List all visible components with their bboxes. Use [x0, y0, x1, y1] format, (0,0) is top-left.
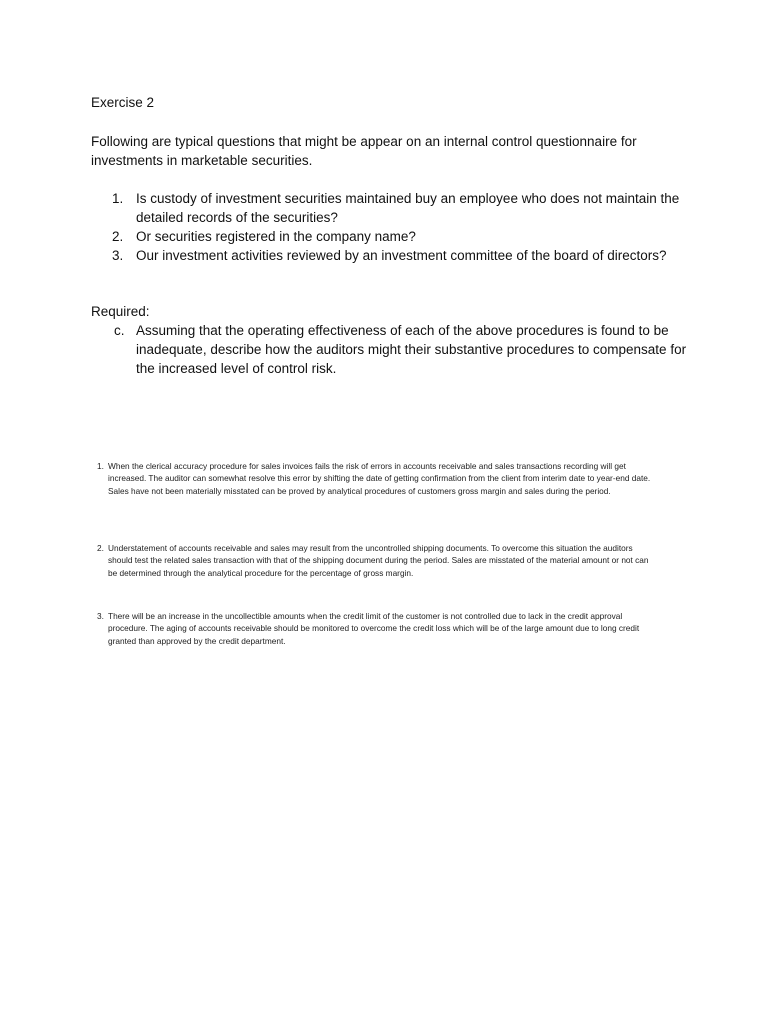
- question-text: Is custody of investment securities maintained buy an employee who does not maintain the detailed records of the securities?: [136, 191, 680, 225]
- required-item-text: Assuming that the operating effectiveness of each of the above procedures is found to be inadequate, describe how the auditors might their substantive procedures to compensate for the increased level of control risk.: [136, 323, 687, 376]
- required-item: [91, 321, 691, 378]
- exercise-title: Exercise 2: [91, 95, 155, 110]
- answer-text: Understatement of accounts receivable and sales may result from the uncontrolled shipping documents. To overcome this situation the auditors should test the related sales transaction with that of the shipping document during the period. Sales are misstated of the material amount or not can be determined through the analytical procedure for the percentage of gross margin.: [108, 543, 649, 578]
- question-text: Our investment activities reviewed by an investment committee of the board of directors?: [136, 248, 667, 263]
- exercise-intro: Following are typical questions that might be appear on an internal control questionnaire for investments in marketable securities.: [91, 134, 637, 168]
- question-number: 1.: [112, 191, 124, 206]
- required-item-letter: c.: [114, 323, 125, 338]
- question-list: [91, 189, 691, 265]
- question-text: Or securities registered in the company name?: [136, 229, 416, 244]
- answer-item: [97, 610, 657, 647]
- answer-number: 3.: [97, 611, 104, 621]
- question-number: 2.: [112, 229, 124, 244]
- answer-item: [97, 460, 657, 497]
- question-item: [91, 246, 691, 265]
- answer-item: [97, 542, 657, 579]
- answer-text: There will be an increase in the uncollectible amounts when the credit limit of the customer is not controlled due to lack in the credit approval procedure. The aging of accounts receivable should be monitored to overcome the credit loss which will be of the large amount due to long credit granted than approved by the credit department.: [108, 611, 640, 646]
- answer-number: 1.: [97, 461, 104, 471]
- question-item: [91, 189, 691, 227]
- answer-number: 2.: [97, 543, 104, 553]
- question-item: [91, 227, 691, 246]
- question-number: 3.: [112, 248, 124, 263]
- required-heading: Required:: [91, 304, 150, 319]
- answer-text: When the clerical accuracy procedure for sales invoices fails the risk of errors in accounts receivable and sales transactions recording will get increased. The auditor can somewhat resolve this error by shifting the date of getting confirmation from the client from interim date to year-end date. Sales have not been materially misstated can be proved by analytical procedures of customers gross margin and sales during the period.: [108, 461, 651, 496]
